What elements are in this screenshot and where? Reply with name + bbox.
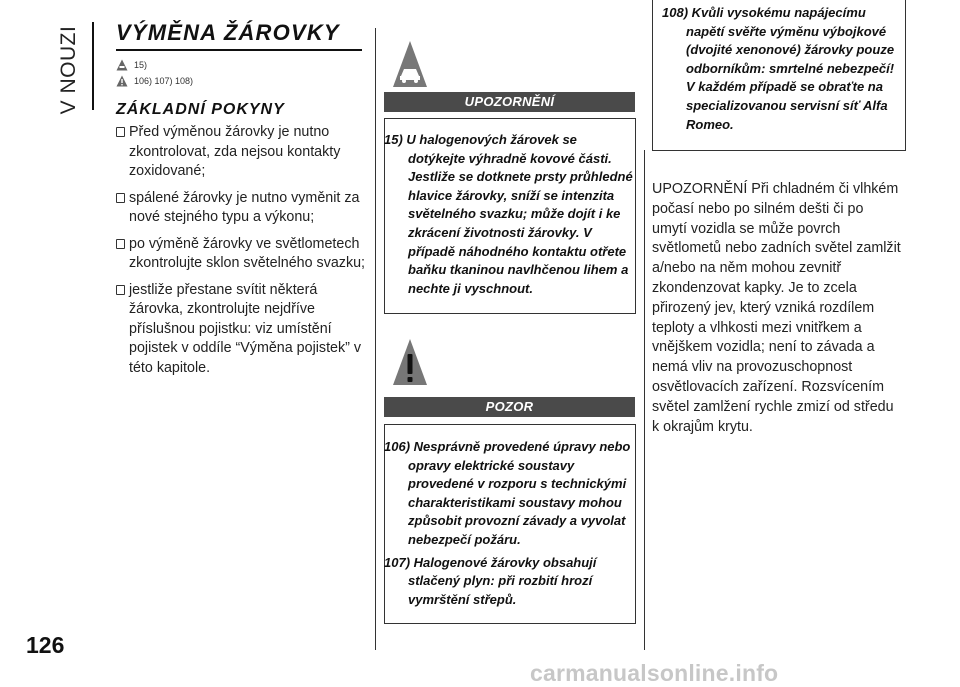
- danger-item: 107) Halogenové žárovky obsahují stlačený plyn: při rozbití hrozí vymrštění střepů.: [384, 554, 597, 607]
- list-item: [116, 281, 366, 379]
- danger-ref-numbers: 106) 107) 108): [134, 76, 194, 86]
- list-item-text: po výměně žárovky ve světlometech zkontrolujte sklon světelného svazku;: [129, 235, 366, 271]
- bullet-list: [116, 123, 366, 378]
- danger-item: 106) Nesprávně provedené úpravy nebo opravy elektrické soustavy provedené v rozporu s technickými charakteristikami soustavy mohou způsobit provozní závady a vyvolat nebezpečí požáru.: [384, 439, 631, 547]
- list-item-text: jestliže přestane svítit některá žárovka, zkontrolujte nejdříve příslušnou pojistku: viz umístění pojistek v oddíle “Výměna pojistek” v této kapitole.: [129, 281, 362, 376]
- checkbox-bullet-icon: [116, 285, 125, 295]
- danger-text-block: [384, 438, 634, 613]
- checkbox-bullet-icon: [116, 239, 125, 249]
- caution-text: 15) U halogenových žárovek se dotýkejte výhradně kovové části. Jestliže se dotknete prsty průhledné hlavice žárovky, sníží se intenzita světelného svazku; může dojít i ke zkrácení životnosti žárovky. V případě náhodného kontaktu otřete baňku tkaninou navlhčenou lihem a nechte ji vyschnout.: [384, 132, 633, 296]
- list-item: [116, 189, 366, 228]
- checkbox-bullet-icon: [116, 127, 125, 137]
- chapter-label-text: V NOUZI: [57, 25, 80, 114]
- page-title: VÝMĚNA ŽÁROVKY: [116, 20, 340, 45]
- page-number: 126: [26, 632, 65, 658]
- warning-icon: [392, 338, 428, 386]
- watermark: carmanualsonline.info: [530, 660, 779, 686]
- warning-icon: [116, 75, 128, 87]
- continued-warning-text: [662, 4, 902, 138]
- chapter-side-label: [58, 22, 80, 117]
- list-item-text: Před výměnou žárovky je nutno zkontrolovat, zda nejsou kontakty zoxidované;: [129, 124, 341, 179]
- danger-reference: [116, 73, 366, 89]
- car-caution-icon: [392, 40, 428, 88]
- caution-text-block: [384, 131, 634, 302]
- side-rule-divider: [92, 22, 94, 110]
- main-column: [116, 20, 366, 385]
- list-item-text: spálené žárovky je nutno vyměnit za nové stejného typu a výkonu;: [129, 189, 360, 225]
- list-item: [116, 123, 366, 182]
- column-divider: [375, 28, 376, 650]
- checkbox-bullet-icon: [116, 193, 125, 203]
- danger-banner: POZOR: [384, 397, 635, 417]
- caution-banner: UPOZORNĚNÍ: [384, 92, 635, 112]
- warning-108-text: 108) Kvůli vysokému napájecímu napětí svěřte výměnu výbojkové (dvojité xenonové) žárovky pouze odborníkům: smrtelné nebezpečí! V každém případě se obraťte na specializovanou servisní síť Alfa Romeo.: [662, 5, 895, 132]
- condensation-note: UPOZORNĚNÍ Při chladném či vlhkém počasí nebo po silném dešti či po umytí vozidla se může povrch světlometů nebo zadních světel zamlžit a/nebo na něm mohou zevnitř zkondenzovat kapky. Je to zcela přirozený jev, který vzniká rozdílem teploty a vlhkosti mezi vnitřkem a vnějškem vozidla; není to závada a nemá vliv na provozuschopnost osvětlovacích zařízení. Rozsvícením světel zamlžení rychle zmizí od středu k okrajům krytu.: [652, 181, 901, 435]
- section-heading: ZÁKLADNÍ POKYNY: [116, 101, 285, 118]
- car-caution-icon: [116, 59, 128, 71]
- column-divider: [644, 150, 645, 650]
- caution-reference: [116, 57, 366, 73]
- list-item: [116, 235, 366, 274]
- caution-ref-number: 15): [134, 60, 148, 70]
